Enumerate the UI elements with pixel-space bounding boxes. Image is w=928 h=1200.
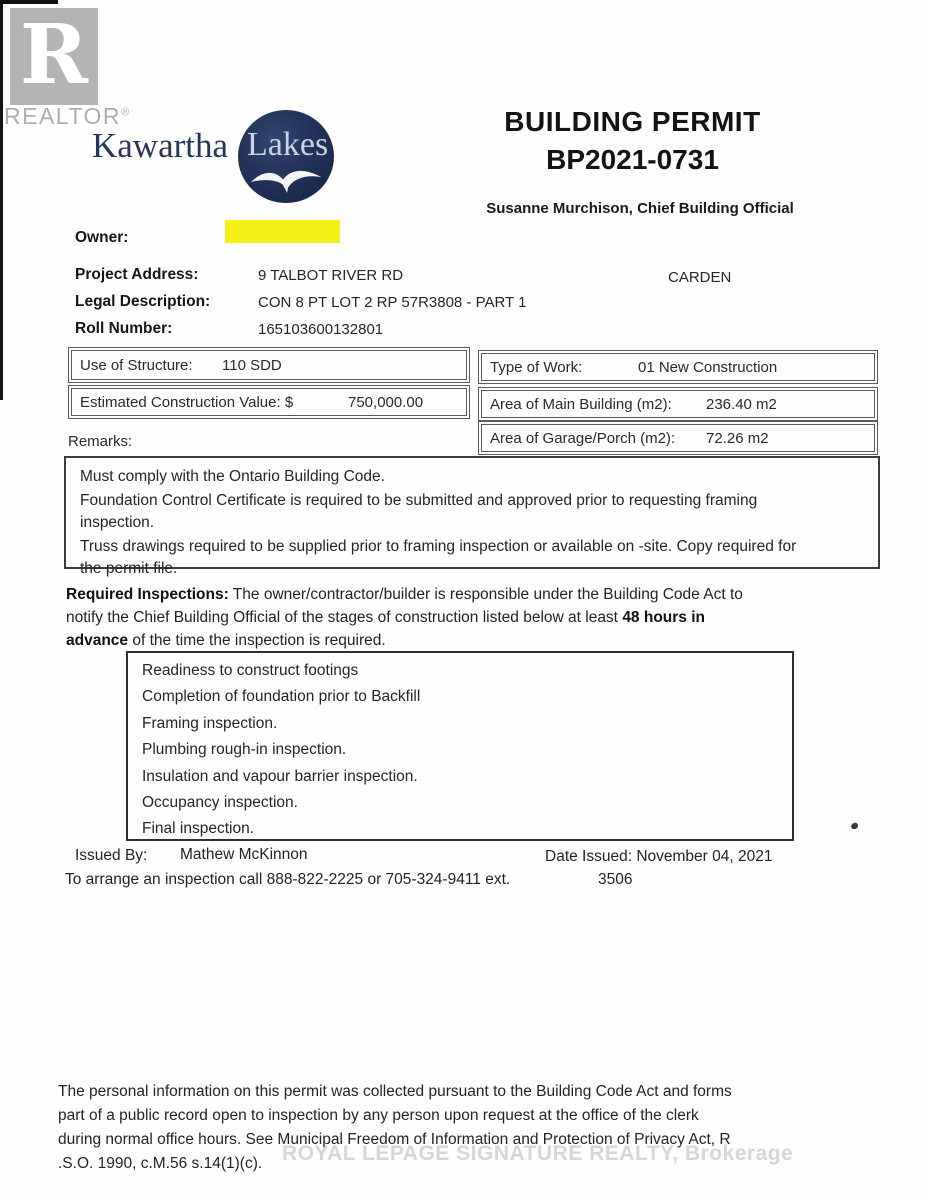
issued-by-label: Issued By: (75, 847, 148, 864)
realtor-wordmark-text: REALTOR (4, 103, 122, 129)
area-garage-porch-box (478, 421, 878, 455)
scan-speck (850, 822, 859, 830)
project-address-label: Project Address: (75, 266, 199, 283)
lakes-wordmark: Lakes (247, 126, 329, 163)
brokerage-watermark: ROYAL LEPAGE SIGNATURE REALTY, Brokerage (282, 1142, 794, 1165)
ward-name: CARDEN (668, 269, 732, 286)
inspection-item: Readiness to construct footings (142, 662, 359, 679)
required-inspections-text-b: of the time the inspection is required. (128, 632, 386, 649)
inspection-item: Insulation and vapour barrier inspection. (142, 767, 418, 785)
type-of-work-label: Type of Work: (490, 358, 583, 376)
area-main-building-value: 236.40 m2 (706, 395, 777, 413)
scan-edge-top (0, 0, 58, 4)
use-of-structure-box (68, 347, 470, 383)
use-of-structure-label: Use of Structure: (80, 356, 193, 374)
permit-number: BP2021-0731 (546, 144, 719, 175)
area-garage-porch-label: Area of Garage/Porch (m2): (490, 429, 676, 447)
required-inspections-label: Required Inspections: (66, 586, 229, 603)
estimated-construction-value-label: Estimated Construction Value: $ (80, 393, 294, 411)
required-inspections-48-hours: 48 hours in advance (66, 609, 705, 649)
area-garage-porch-value: 72.26 m2 (706, 429, 769, 447)
roll-number-value: 165103600132801 (258, 321, 384, 338)
type-of-work-box (478, 350, 878, 384)
required-inspections-text-a: The owner/contractor/builder is responsible under the Building Code Act to notify the Chief Building Official of the stages of construction listed below at least (66, 586, 743, 626)
remarks-box (64, 456, 880, 577)
privacy-line: part of a public record open to inspection by any person upon request at the office of the clerk (58, 1107, 699, 1124)
owner-name-redaction-highlight (225, 220, 340, 243)
project-address-value: 9 TALBOT RIVER RD (258, 267, 404, 284)
owner-label: Owner: (75, 229, 129, 246)
inspection-item: Plumbing rough-in inspection. (142, 741, 347, 759)
inspection-item: Final inspection. (142, 820, 255, 838)
area-main-building-label: Area of Main Building (m2): (490, 395, 672, 413)
inspection-item: Occupancy inspection. (142, 794, 298, 812)
inspection-phone-line: To arrange an inspection call 888-822-2225 or 705-324-9411 ext. (65, 871, 511, 888)
roll-number-label: Roll Number: (75, 320, 173, 337)
legal-description-label: Legal Description: (75, 293, 211, 310)
remark-line: Must comply with the Ontario Building Code. (80, 468, 385, 485)
inspection-item: Completion of foundation prior to Backfill (142, 688, 421, 706)
chief-building-official: Susanne Murchison, Chief Building Official (486, 200, 794, 217)
kawartha-wordmark: Kawartha (92, 126, 229, 165)
page-title: BUILDING PERMIT (504, 106, 761, 137)
scan-edge-left (0, 0, 3, 400)
remark-line: Foundation Control Certificate is required to be submitted and approved prior to requesting framing inspection. (80, 492, 758, 531)
realtor-logo (10, 8, 98, 105)
estimated-construction-value-value: 750,000.00 (348, 393, 424, 411)
privacy-line: .S.O. 1990, c.M.56 s.14(1)(c). (58, 1155, 263, 1172)
legal-description-value: CON 8 PT LOT 2 RP 57R3808 - PART 1 (258, 294, 527, 311)
inspection-phone-extension: 3506 (598, 871, 633, 888)
issued-by-value: Mathew McKinnon (180, 846, 308, 863)
remarks-label: Remarks: (68, 433, 133, 450)
privacy-line: during normal office hours. See Municipal Freedom of Information and Protection of Privacy Act, R (58, 1131, 731, 1148)
eagle-icon (248, 158, 326, 198)
privacy-line: The personal information on this permit was collected pursuant to the Building Code Act and forms (58, 1083, 732, 1100)
required-inspections-intro (66, 583, 758, 652)
area-main-building-box (478, 387, 878, 421)
use-of-structure-value: 110 SDD (222, 356, 282, 374)
remark-line: Truss drawings required to be supplied prior to framing inspection or available on -site. Copy required for the permit file. (80, 538, 797, 577)
date-issued: Date Issued: November 04, 2021 (545, 848, 773, 865)
realtor-r-icon: R (19, 6, 89, 103)
inspections-list-box (126, 651, 794, 841)
estimated-construction-value-box (68, 385, 470, 419)
registered-trademark-symbol: ® (121, 106, 131, 119)
type-of-work-value: 01 New Construction (638, 358, 778, 376)
inspection-item: Framing inspection. (142, 714, 278, 732)
